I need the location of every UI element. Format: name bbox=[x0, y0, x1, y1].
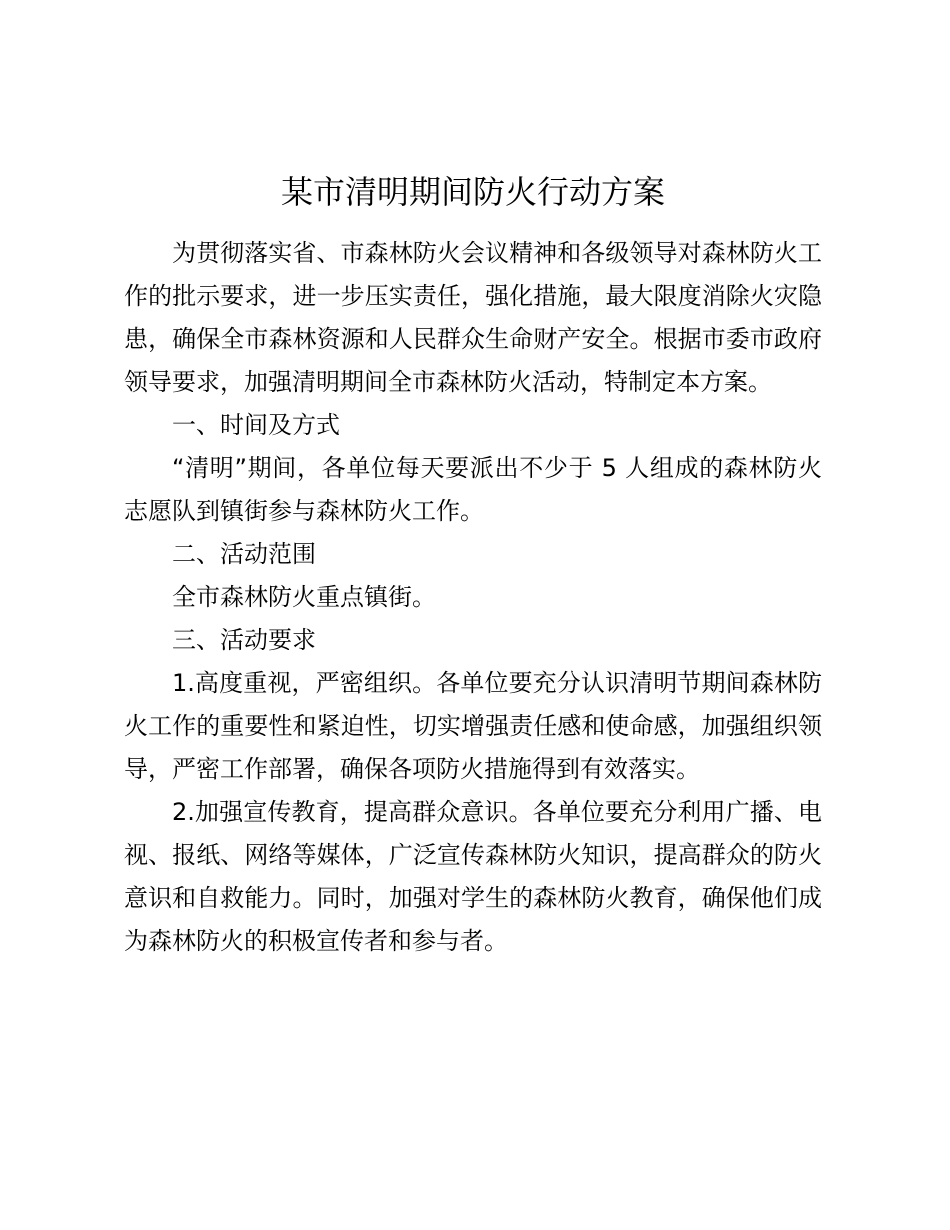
intro-paragraph: 为贯彻落实省、市森林防火会议精神和各级领导对森林防火工作的批示要求，进一步压实责任，强化措施，最大限度消除火灾隐患，确保全市森林资源和人民群众生命财产安全。根据市委市政府领导要求，加强清明期间全市森林防火活动，特制定本方案。 bbox=[124, 239, 822, 396]
document-page bbox=[124, 168, 822, 963]
section-2-paragraph: 全市森林防火重点镇街。 bbox=[172, 583, 436, 611]
section-3-item-2: 2.加强宣传教育，提高群众意识。各单位要充分利用广播、电视、报纸、网络等媒体，广泛宣传森林防火知识，提高群众的防火意识和自救能力。同时，加强对学生的森林防火教育，确保他们成为森林防火的积极宣传者和参与者。 bbox=[124, 798, 822, 955]
document-title: 某市清明期间防火行动方案 bbox=[280, 173, 665, 211]
section-3-item-1: 1.高度重视，严密组织。各单位要充分认识清明节期间森林防火工作的重要性和紧迫性，切实增强责任感和使命感，加强组织领导，严密工作部署，确保各项防火措施得到有效落实。 bbox=[124, 669, 822, 783]
section-1-paragraph: “清明”期间，各单位每天要派出不少于 5 人组成的森林防火志愿队到镇街参与森林防火工作。 bbox=[124, 454, 822, 525]
section-2-heading: 二、活动范围 bbox=[172, 540, 316, 568]
section-1-heading: 一、时间及方式 bbox=[172, 411, 340, 439]
section-3-heading: 三、活动要求 bbox=[172, 626, 316, 654]
